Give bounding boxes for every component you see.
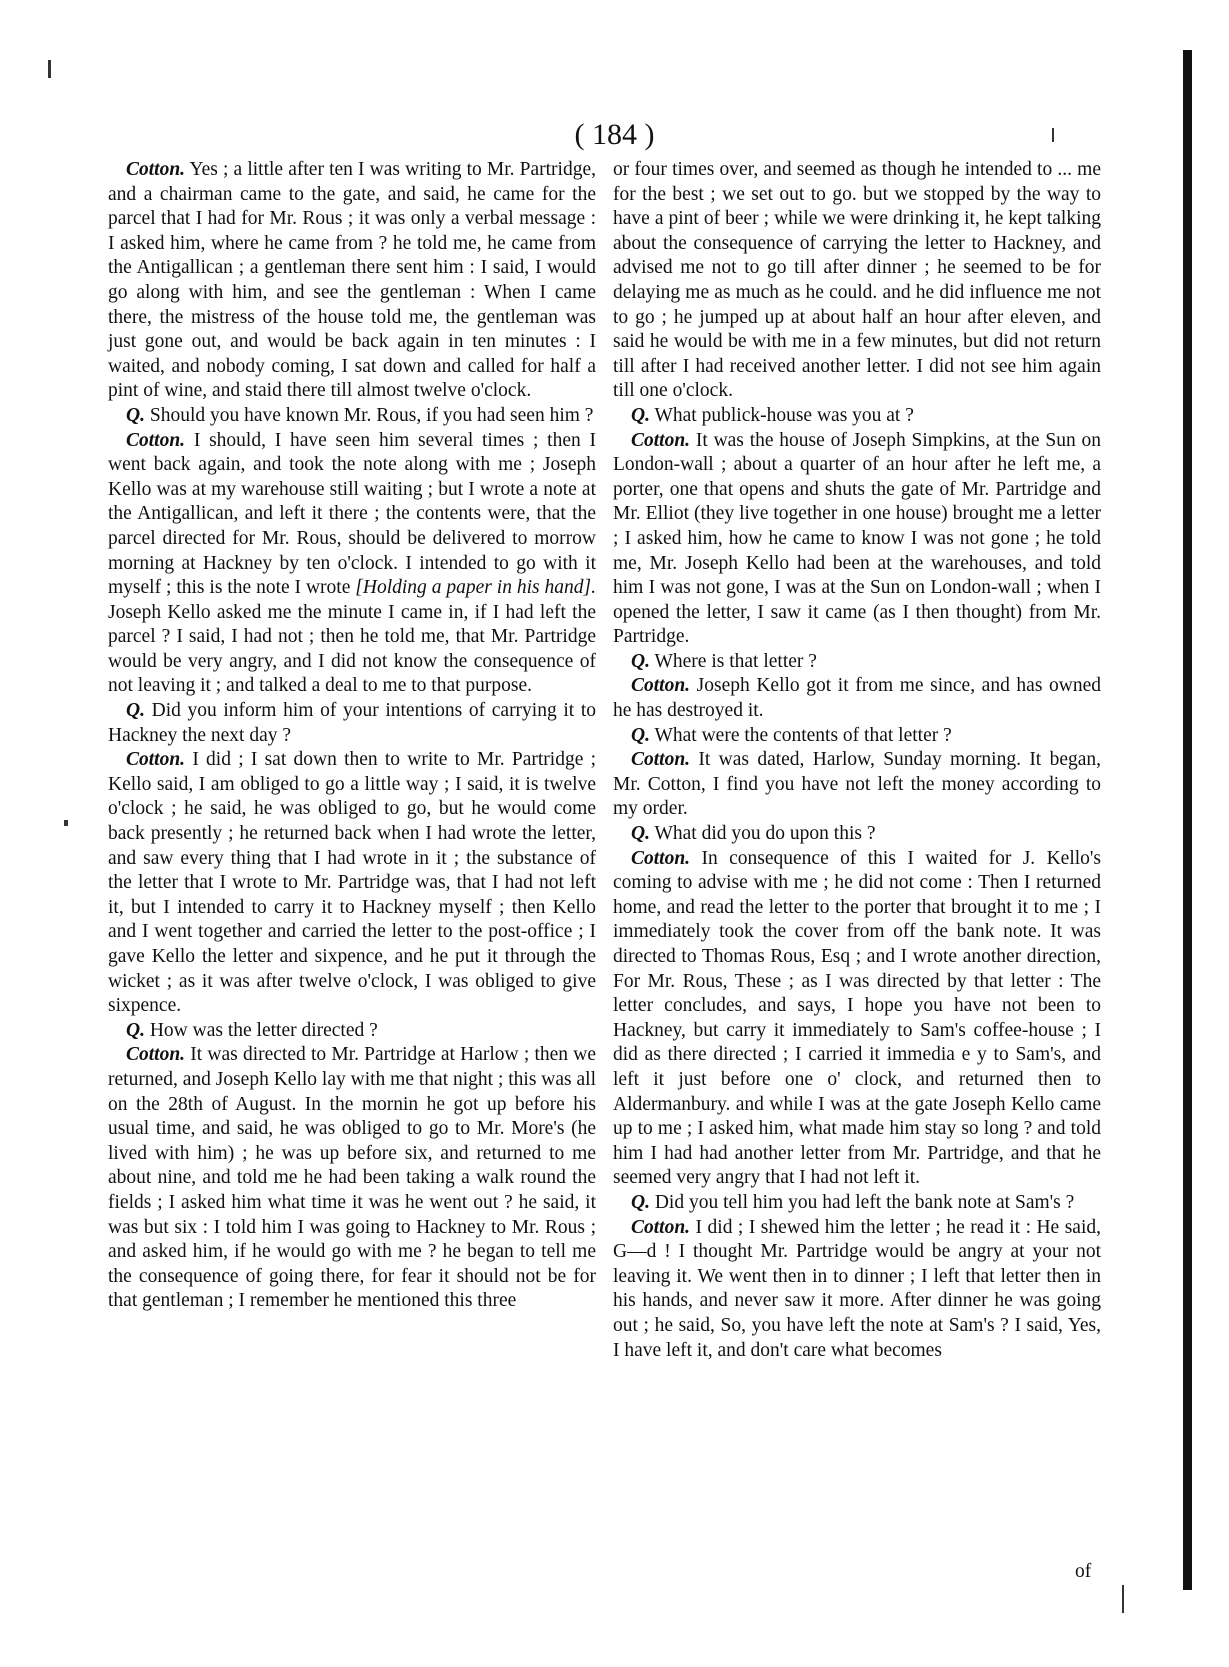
paragraph — [108, 429, 596, 700]
speaker-label: Cotton. — [631, 429, 691, 451]
paragraph — [108, 1043, 596, 1314]
paragraph-text: Did you tell him you had left the bank note at Sam's ? — [654, 1191, 1075, 1213]
speaker-label: Cotton. — [126, 749, 186, 771]
paragraph-text: Joseph Kello asked me the minute I came in, if I had left the parcel ? I said, I had not ; then he told me, that Mr. Partridge would be very angry, and I did not know the consequence of not leaving it ; and talked a deal to me to that purpose. — [108, 601, 596, 697]
question-marker: Q. — [631, 724, 650, 746]
paragraph-text: or four times over, and seemed as though he intended to ... me for the best ; we set out to go. but we stopped by the way to have a pint of beer ; while we were drinking it, he kept talking about the consequence of carrying the letter to Hackney, and advised me not to go till after dinner ; he seemed to be for delaying me as much as he could. and he did influence me not to go ; he jumped up at about half an hour after eleven, and said he would be with me in a few minutes, but did not return till after I had received another letter. I did not see him again till one o'clock. — [613, 159, 1101, 402]
paragraph-text: In consequence of this I waited for J. Kello's coming to advise with me ; he did not come : Then I returned home, and read the letter to the porter that brought it to me ; I immediately took the cover from off the bank note. It was directed to Thomas Rous, Esq ; and I wrote another direction, For Mr. Rous, These ; as I was directed by that letter : The letter concludes, and says, I hope you have not been to Hackney, but carry it immediately to Sam's coffee-house ; I did as there directed ; I carried it immedia e y to Sam's, and left it just before one o' clock, and returned then to Aldermanbury. and while I was at the gate Joseph Kello came up to me ; I asked him, what made him stay so long ? and told him I had had another letter from Mr. Partridge, and that he seemed very angry that I had not left it. — [613, 847, 1102, 1189]
speaker-label: Cotton. — [631, 675, 691, 697]
paragraph-text: It was the house of Joseph Simpkins, at the Sun on London-wall ; about a quarter of an hour after he left me, a porter, one that opens and shuts the gate of Mr. Partridge and Mr. Elliot (they live together in one house) brought me a letter ; I asked him, how he came to know I was not gone ; he told me, Mr. Joseph Kello had been at the warehouses, and told him I was not gone, I was at the Sun on London-wall ; when I opened the letter, I saw it came (as I then thought) from Mr. Partridge. — [613, 429, 1101, 648]
paragraph — [108, 748, 596, 1019]
paragraph-text: I did ; I sat down then to write to Mr. Partridge ; Kello said, I am obliged to go a little way ; I said, it is twelve o'clock ; he said, he was obliged to go, but he would come back presently ; he returned back when I had wrote the letter, and saw every thing that I had wrote in it ; the substance of the letter that I wrote to Mr. Partridge was, that I had not left it, but I intended to carry it to Hackney myself ; then Kello and I went together and carried the letter to the post-office ; I gave Kello the letter and sixpence, and he put it through the wicket ; as it was after twelve o'clock, I was obliged to give sixpence. — [108, 749, 597, 1017]
paragraph — [613, 724, 1101, 749]
paragraph — [613, 748, 1101, 822]
speaker-label: Cotton. — [631, 847, 691, 869]
paragraph — [613, 1216, 1101, 1364]
left-column — [108, 158, 596, 1314]
question-marker: Q. — [631, 404, 650, 426]
paragraph — [613, 650, 1101, 675]
stage-direction: [Holding a paper in his hand]. — [355, 577, 597, 599]
paragraph — [613, 1191, 1101, 1216]
paragraph — [108, 158, 596, 404]
right-column — [613, 158, 1101, 1363]
speaker-label: Cotton. — [631, 749, 691, 771]
paragraph-text: Joseph Kello got it from me since, and has owned he has destroyed it. — [613, 675, 1102, 722]
paragraph — [108, 404, 596, 429]
paragraph-text: How was the letter directed ? — [149, 1019, 378, 1041]
paragraph — [613, 674, 1101, 723]
paragraph — [613, 822, 1101, 847]
paragraph-text: What were the contents of that letter ? — [654, 724, 952, 746]
catchword: of — [1075, 1561, 1092, 1582]
paragraph — [108, 699, 596, 748]
scan-edge-bar — [1183, 50, 1192, 1590]
question-marker: Q. — [631, 1191, 650, 1213]
speaker-label: Cotton. — [631, 1216, 691, 1238]
paragraph — [613, 847, 1101, 1191]
question-marker: Q. — [631, 650, 650, 672]
question-marker: Q. — [631, 823, 650, 845]
speaker-label: Cotton. — [126, 159, 186, 180]
paragraph — [613, 429, 1101, 650]
paragraph-text: It was directed to Mr. Partridge at Harlow ; then we returned, and Joseph Kello lay with me that night ; this was all on the 28th of August. In the mornin he got up before his usual time, and said, he was obliged to go to Mr. More's (he lived with him) ; he was up before six, and returned to me about nine, and told me he had been taking a walk round the fields ; I asked him what time it was he went out ? he said, it was but six : I told him I was going to Hackney to Mr. Rous ; and asked him, if he would go with me ? he began to tell me the consequence of going there, for fear it should not be for that gentleman ; I remember he mentioned this three — [108, 1044, 597, 1312]
paragraph-text: What publick-house was you at ? — [654, 404, 914, 426]
paragraph-text: Should you have known Mr. Rous, if you had seen him ? — [149, 404, 594, 426]
paragraph — [108, 1019, 596, 1044]
page-number: ( 184 ) — [574, 118, 655, 151]
paragraph — [613, 158, 1101, 404]
question-marker: Q. — [126, 1019, 145, 1041]
paragraph-text: Did you inform him of your intentions of carrying it to Hackney the next day ? — [108, 700, 596, 746]
question-marker: Q. — [126, 404, 145, 426]
margin-speck — [48, 60, 51, 78]
paragraph-text: I should, I have seen him several times ; then I went back again, and took the note along with me ; Joseph Kello was at my warehouse still waiting ; but I wrote a note at the Antigallican, and left it there ; the contents were, that the parcel directed for Mr. Rous, should be delivered to morrow morning at Hackney by ten o'clock. I intended to go with it myself ; this is the note I wrote — [108, 429, 597, 599]
paragraph-text: I did ; I shewed him the letter ; he read it : He said, G—d ! I thought Mr. Partridge would be angry at your not leaving it. We went then in to dinner ; I left that letter then in his hands, and never saw it more. After dinner he was going out ; he said, So, you have left the note at Sam's ? I said, Yes, I have left it, and don't care what becomes — [613, 1216, 1101, 1361]
speaker-label: Cotton. — [126, 429, 186, 451]
paragraph-text: Where is that letter ? — [654, 650, 817, 672]
paragraph-text: What did you do upon this ? — [654, 823, 876, 845]
paragraph — [613, 404, 1101, 429]
margin-speck — [64, 820, 68, 826]
question-marker: Q. — [126, 700, 145, 722]
speaker-label: Cotton. — [126, 1044, 186, 1066]
paragraph-text: Yes ; a little after ten I was writing to Mr. Partridge, and a chairman came to the gate, and said, he came for the parcel that I had for Mr. Rous ; it was only a verbal message : I asked him, where he came from ? he told me, he came from the Antigallican ; a gentleman there sent him : I said, I would go along with him, and see the gentleman : When I came there, the mistress of the house told me, the gentleman was just gone out, and would be back again in ten minutes : I waited, and nobody coming, I sat down and called for half a pint of wine, and staid there till almost twelve o'clock. — [108, 159, 597, 402]
paragraph-text: It was dated, Harlow, Sunday morning. It began, Mr. Cotton, I find you have not left the money according to my order. — [613, 749, 1102, 820]
margin-speck — [1122, 1585, 1124, 1613]
